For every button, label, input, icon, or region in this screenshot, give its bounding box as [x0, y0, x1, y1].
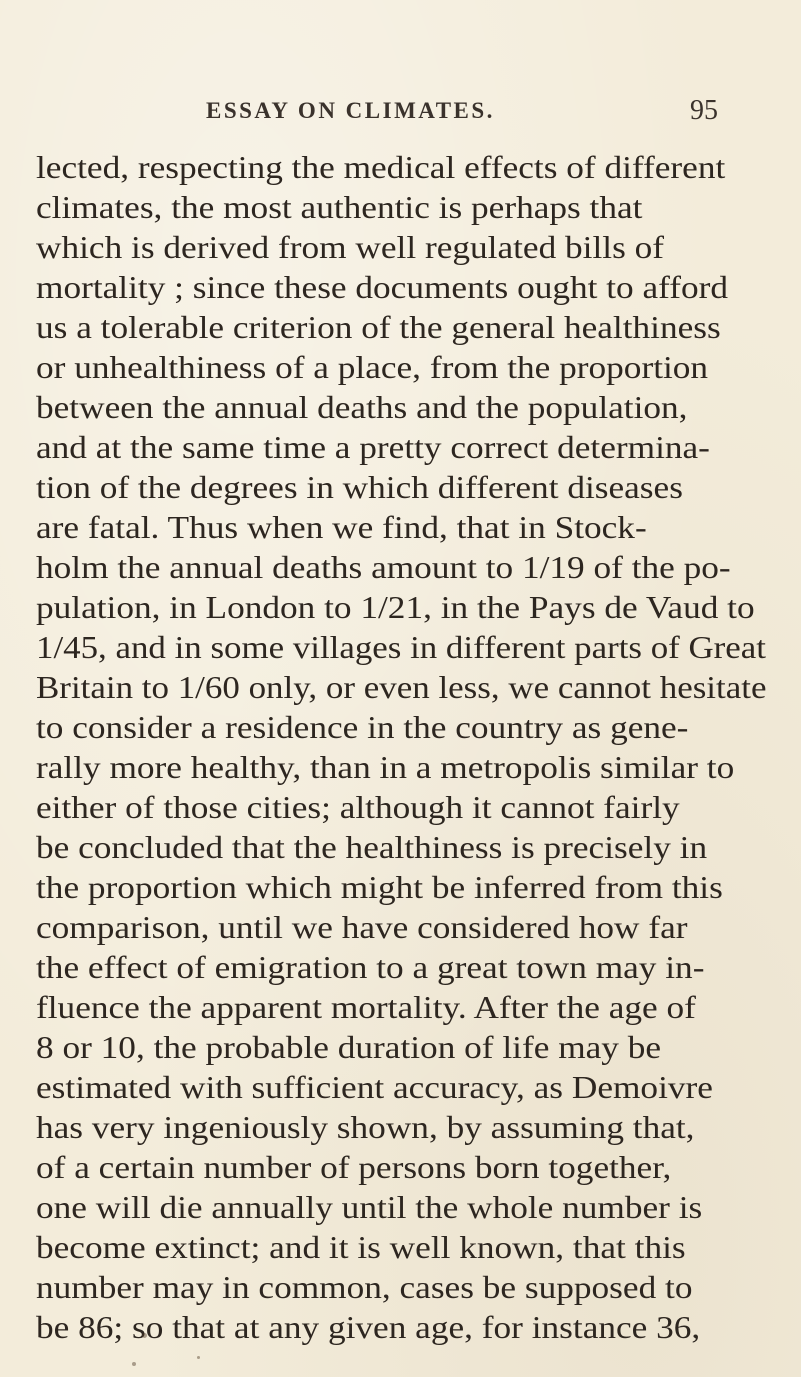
text-line: holm the annual deaths amount to 1/19 of the po- [36, 550, 731, 585]
ink-speck [142, 1333, 147, 1338]
text-line: the proportion which might be inferred from this [36, 870, 723, 905]
page-number: 95 [690, 95, 718, 126]
text-line: pulation, in London to 1/21, in the Pays de Vaud to [36, 590, 755, 625]
text-line: number may in common, cases be supposed to [36, 1270, 693, 1305]
text-line: be 86; so that at any given age, for instance 36, [36, 1310, 701, 1345]
ink-speck [132, 1362, 136, 1366]
text-line: between the annual deaths and the population, [36, 390, 688, 425]
text-line: the effect of emigration to a great town may in- [36, 950, 705, 985]
text-line: or unhealthiness of a place, from the proportion [36, 350, 709, 385]
text-line: and at the same time a pretty correct determina- [36, 430, 710, 465]
text-line: Britain to 1/60 only, or even less, we cannot hesitate [36, 670, 767, 705]
text-line: rally more healthy, than in a metropolis similar to [36, 750, 735, 785]
text-line: either of those cities; although it cannot fairly [36, 790, 680, 825]
text-line: which is derived from well regulated bills of [36, 230, 665, 265]
ink-speck [197, 1356, 200, 1359]
text-line: fluence the apparent mortality. After the age of [36, 990, 696, 1025]
text-line: mortality ; since these documents ought to afford [36, 270, 729, 305]
text-line: climates, the most authentic is perhaps that [36, 190, 643, 225]
text-line: be concluded that the healthiness is precisely in [36, 830, 708, 865]
text-line: has very ingeniously shown, by assuming that, [36, 1110, 695, 1145]
text-line: 1/45, and in some villages in different parts of Great [36, 630, 766, 665]
text-line: become extinct; and it is well known, that this [36, 1230, 686, 1265]
text-line: to consider a residence in the country as gene- [36, 710, 689, 745]
text-line: estimated with sufficient accuracy, as Demoivre [36, 1070, 713, 1105]
text-line: tion of the degrees in which different diseases [36, 470, 683, 505]
text-line: are fatal. Thus when we find, that in Stock- [36, 510, 647, 545]
text-line: comparison, until we have considered how far [36, 910, 688, 945]
text-line: us a tolerable criterion of the general healthiness [36, 310, 721, 345]
text-line: 8 or 10, the probable duration of life may be [36, 1030, 662, 1065]
text-line: lected, respecting the medical effects of different [36, 150, 726, 185]
running-head-title: ESSAY ON CLIMATES. [206, 98, 495, 123]
text-line: of a certain number of persons born together, [36, 1150, 672, 1185]
text-line: one will die annually until the whole number is [36, 1190, 703, 1225]
